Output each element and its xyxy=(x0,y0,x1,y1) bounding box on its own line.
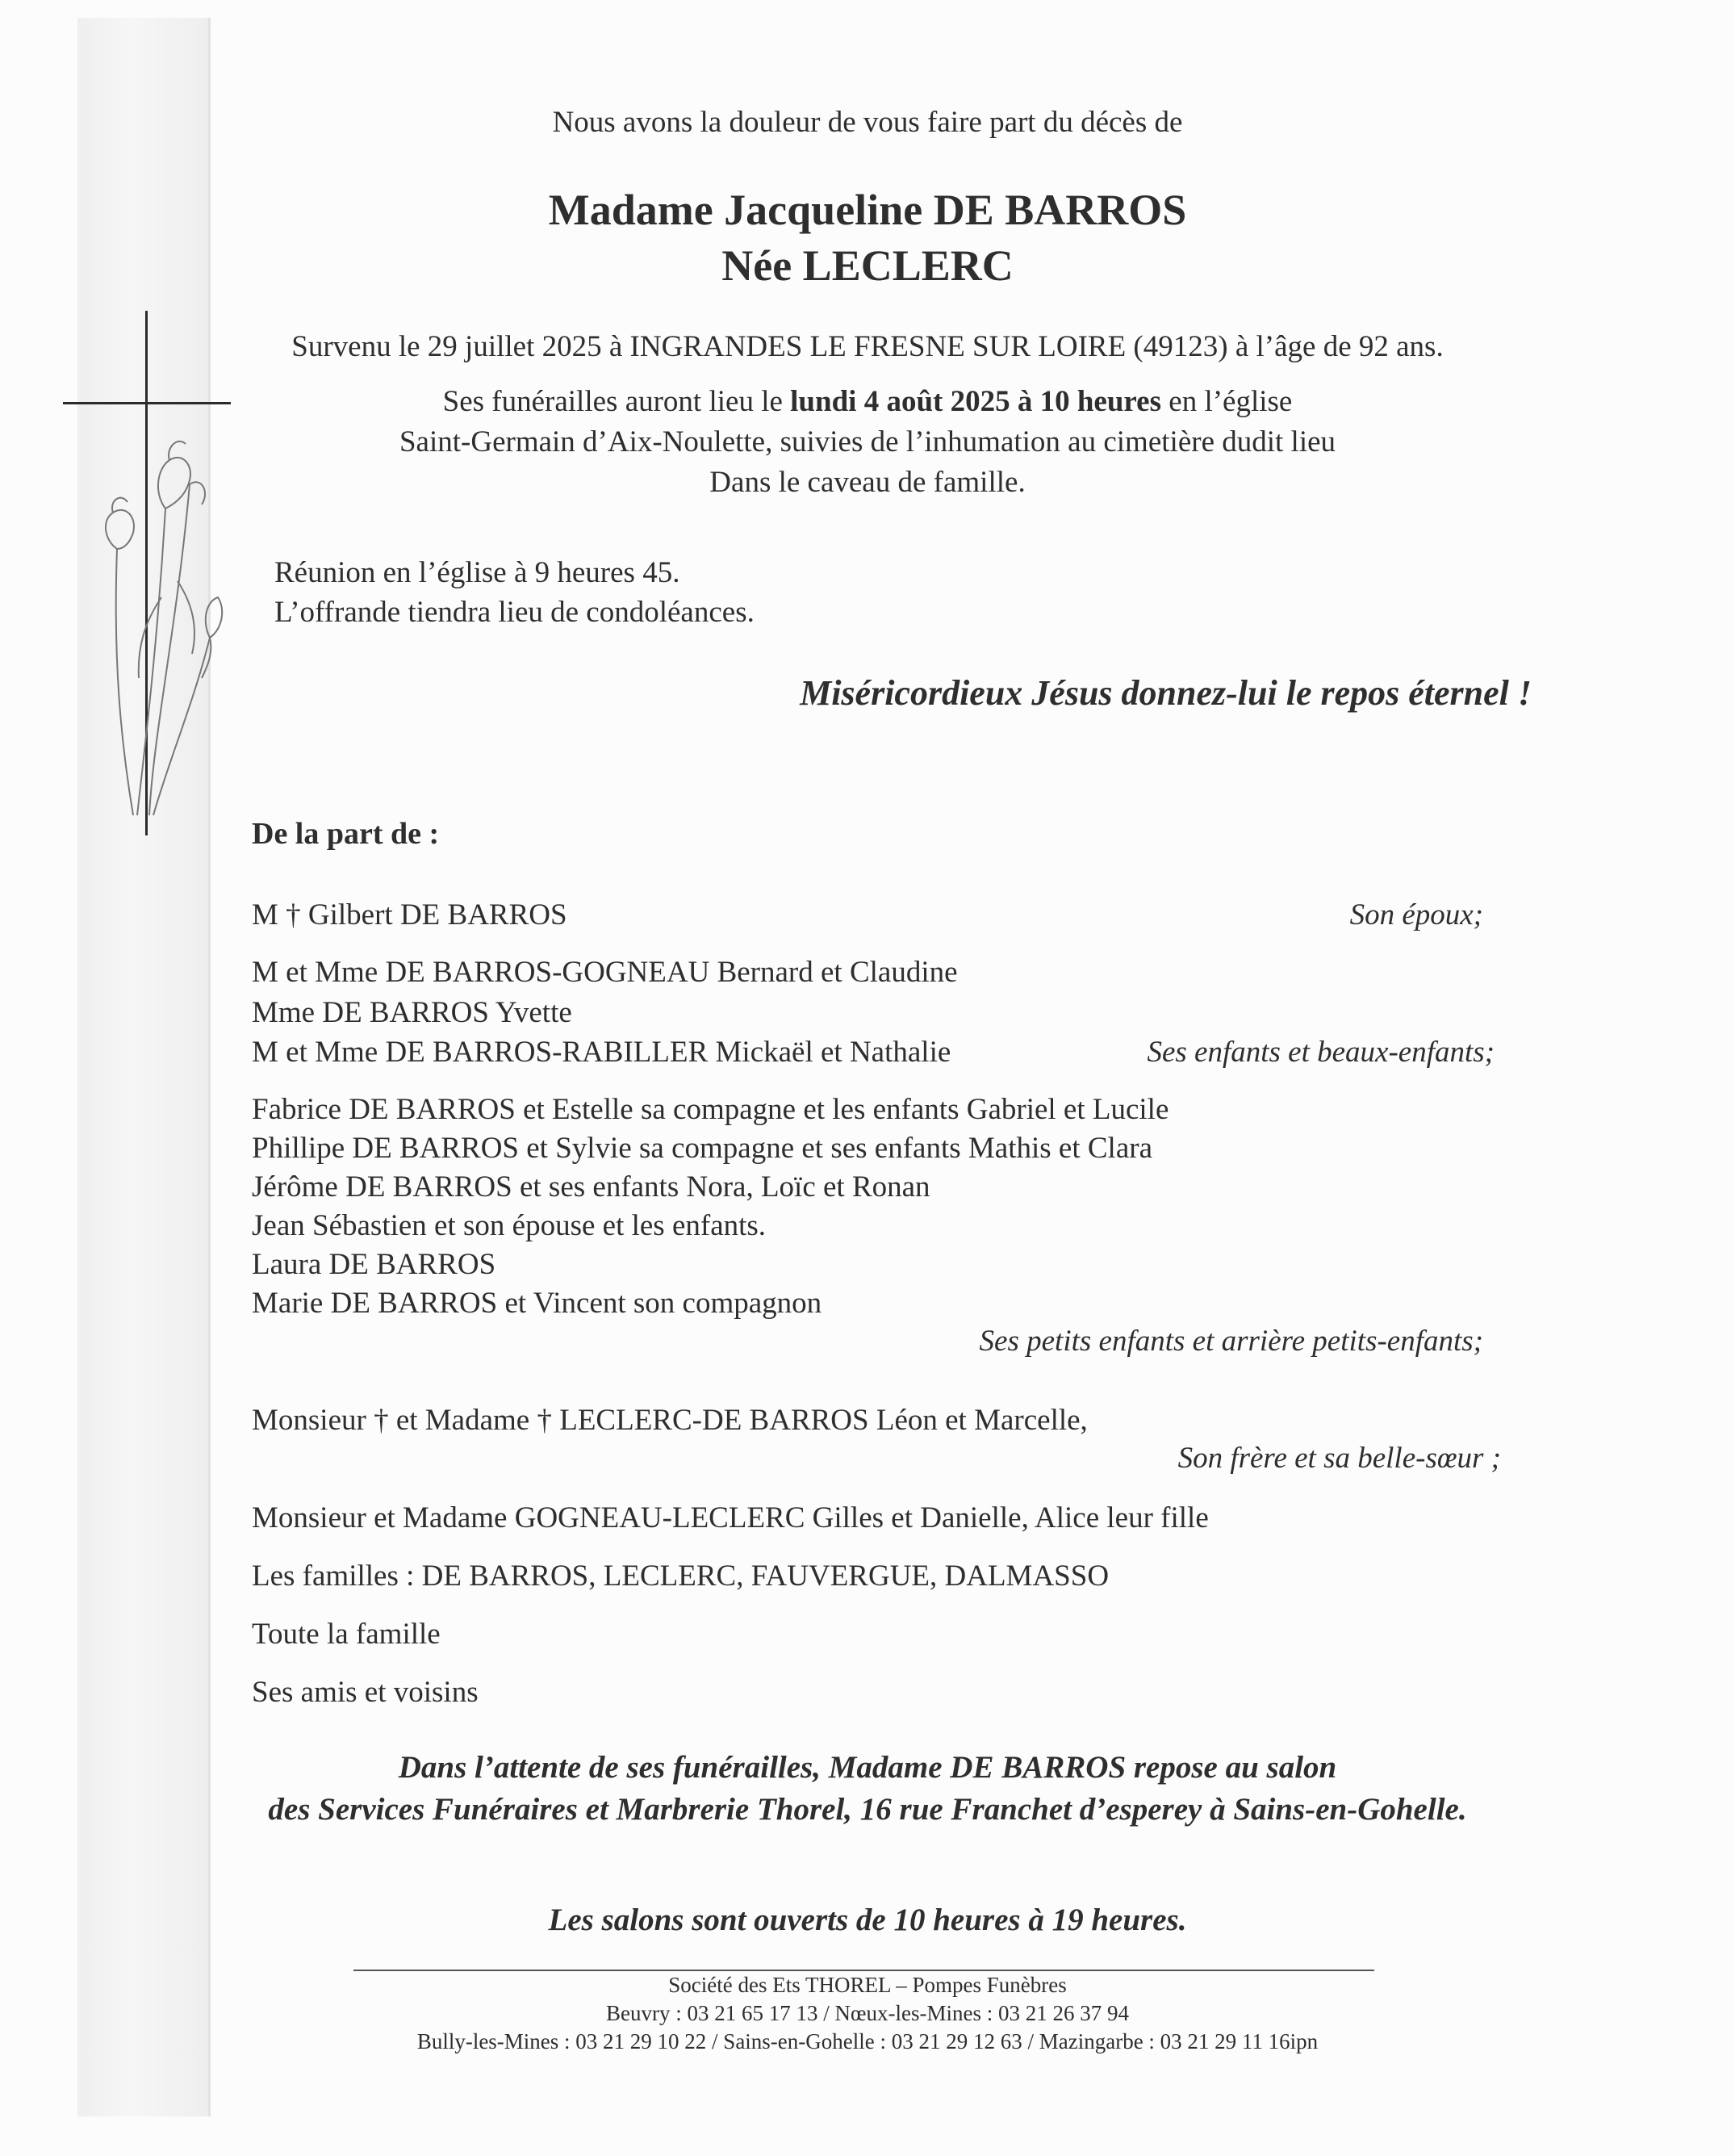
deceased-name: Madame Jacqueline DE BARROS xyxy=(548,186,1187,234)
prayer-line: Miséricordieux Jésus donnez-lui le repos éternel ! xyxy=(800,673,1532,713)
footer-phones-1: Beuvry : 03 21 65 17 13 / Nœux-les-Mines : 03 21 26 37 94 xyxy=(606,2001,1129,2025)
footer-phones-2: Bully-les-Mines : 03 21 29 10 22 / Sains-en-Gohelle : 03 21 29 12 63 / Mazingarbe : 03 21 29 11 16ipn xyxy=(416,2029,1319,2053)
child-line: M et Mme DE BARROS-RABILLER Mickaël et Nathalie xyxy=(252,1036,951,1069)
child-line: M et Mme DE BARROS-GOGNEAU Bernard et Claudine xyxy=(252,956,958,989)
sibling-line: Monsieur † et Madame † LECLERC-DE BARROS Léon et Marcelle, xyxy=(252,1404,1088,1437)
husband-line: M † Gilbert DE BARROS xyxy=(252,898,567,931)
grandchild-line: Fabrice DE BARROS et Estelle sa compagne et les enfants Gabriel et Lucile xyxy=(252,1093,1169,1126)
grandchild-line: Jérôme DE BARROS et ses enfants Nora, Loïc et Ronan xyxy=(252,1170,930,1204)
footer-rule xyxy=(353,1970,1374,1971)
funeral-date: lundi 4 août 2025 à 10 heures xyxy=(790,385,1162,418)
funeral-line-3: Dans le caveau de famille. xyxy=(709,466,1026,499)
grandchildren-role: Ses petits enfants et arrière petits-enfants; xyxy=(979,1325,1483,1358)
salon-line-2: des Services Funéraires et Marbrerie Thorel, 16 rue Franchet d’esperey à Sains-en-Gohelle. xyxy=(268,1792,1467,1827)
offering-line: L’offrande tiendra lieu de condoléances. xyxy=(274,596,755,629)
from-label: De la part de : xyxy=(252,817,440,851)
funeral-line-2: Saint-Germain d’Aix-Noulette, suivies de l’inhumation au cimetière dudit lieu xyxy=(399,425,1336,458)
families-line: Les familles : DE BARROS, LECLERC, FAUVERGUE, DALMASSO xyxy=(252,1559,1110,1593)
funeral-line-1: Ses funérailles auront lieu le lundi 4 août 2025 à 10 heures en l’église xyxy=(442,385,1293,418)
footer-company: Société des Ets THOREL – Pompes Funèbres xyxy=(668,1973,1067,1997)
friends-line: Ses amis et voisins xyxy=(252,1676,479,1709)
maiden-name: Née LECLERC xyxy=(721,241,1014,290)
reunion-line: Réunion en l’église à 9 heures 45. xyxy=(274,556,680,589)
child-line: Mme DE BARROS Yvette xyxy=(252,996,572,1029)
grandchild-line: Jean Sébastien et son épouse et les enfants. xyxy=(252,1209,767,1242)
children-role: Ses enfants et beaux-enfants; xyxy=(1147,1036,1495,1069)
grandchild-line: Laura DE BARROS xyxy=(252,1248,496,1281)
intro-line: Nous avons la douleur de vous faire part du décès de xyxy=(552,106,1183,139)
salon-hours: Les salons sont ouverts de 10 heures à 19 heures. xyxy=(548,1903,1187,1937)
grandchild-line: Marie DE BARROS et Vincent son compagnon xyxy=(252,1287,822,1320)
salon-line-1: Dans l’attente de ses funérailles, Madame DE BARROS repose au salon xyxy=(398,1750,1337,1785)
gogneau-line: Monsieur et Madame GOGNEAU-LECLERC Gilles et Danielle, Alice leur fille xyxy=(252,1501,1209,1534)
grandchild-line: Phillipe DE BARROS et Sylvie sa compagne et ses enfants Mathis et Clara xyxy=(252,1132,1152,1165)
sibling-role: Son frère et sa belle-sœur ; xyxy=(1177,1442,1501,1475)
death-details: Survenu le 29 juillet 2025 à INGRANDES LE FRESNE SUR LOIRE (49123) à l’âge de 92 ans. xyxy=(291,330,1444,363)
husband-role: Son époux; xyxy=(1349,898,1483,931)
whole-family-line: Toute la famille xyxy=(252,1618,441,1651)
